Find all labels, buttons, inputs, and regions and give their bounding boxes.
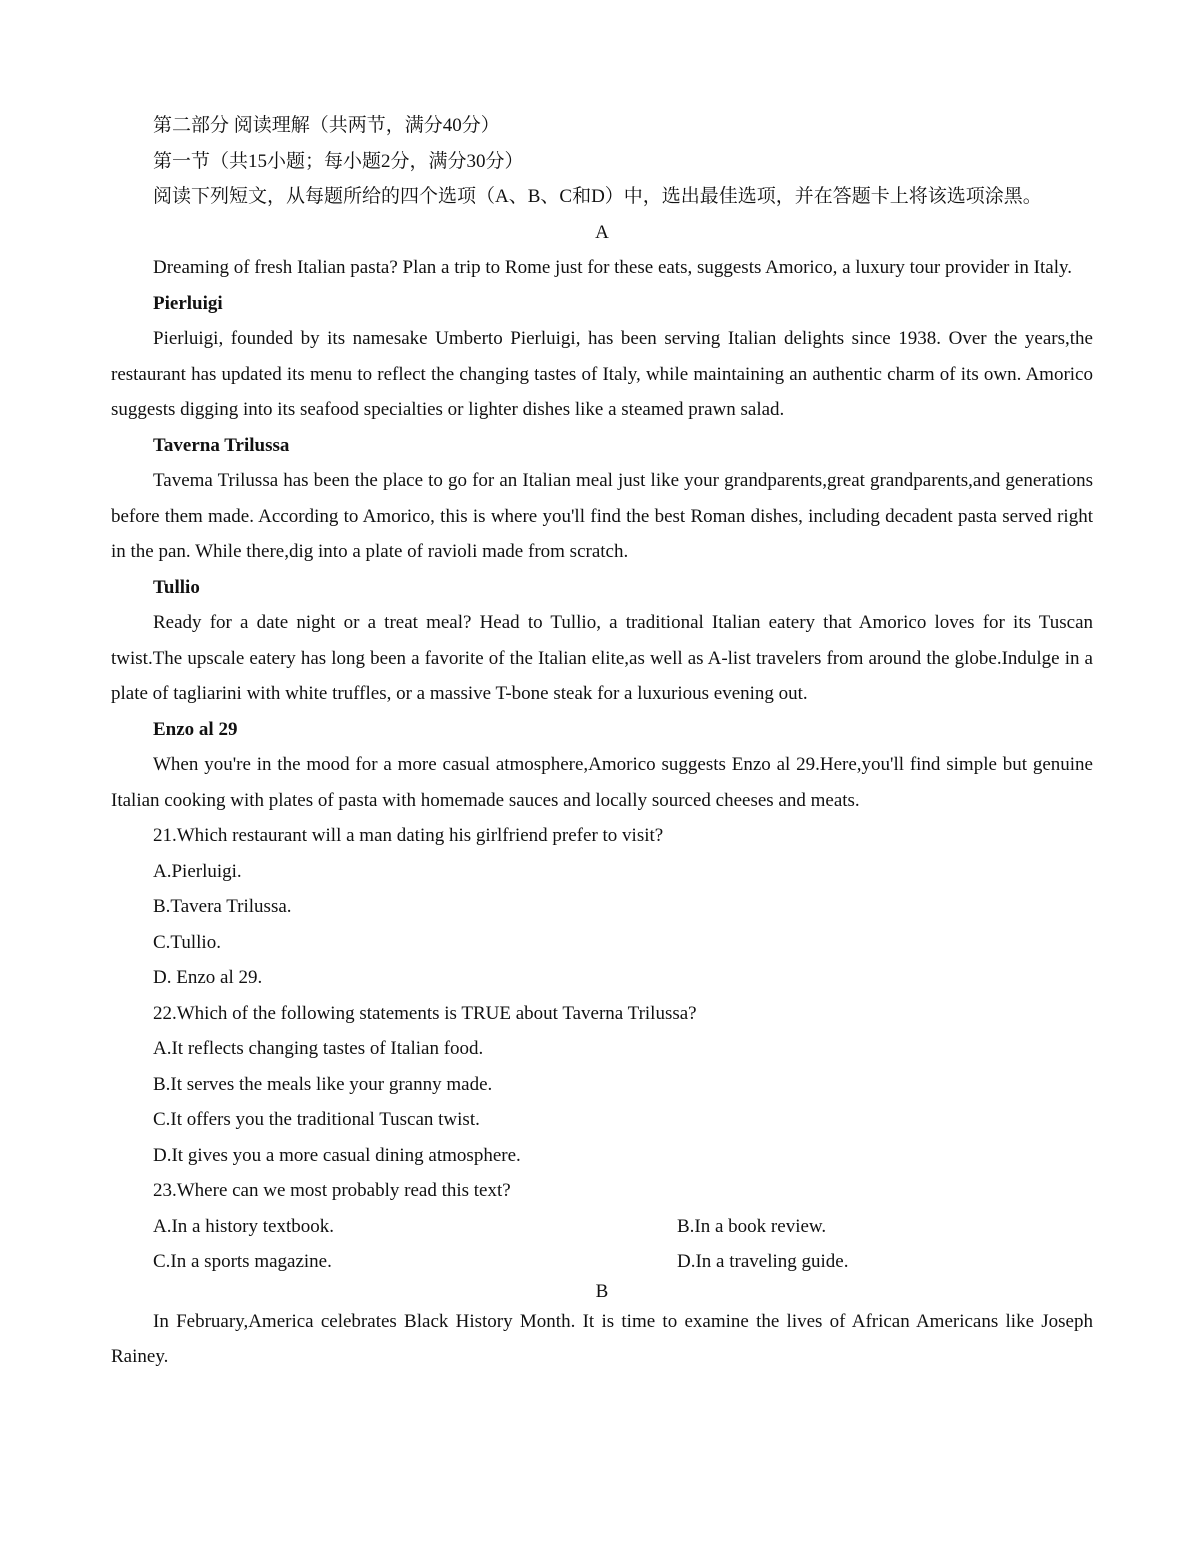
question-21-option-d: D. Enzo al 29.	[153, 967, 263, 988]
restaurant-text-enzo: When you're in the mood for a more casual atmosphere,Amorico suggests Enzo al 29.Here,you'll find simple but genuine Italian cooking with plates of pasta with homemade sauces and locally sourced cheeses and meats.	[111, 754, 1093, 811]
question-23-option-c: C.In a sports magazine.	[153, 1251, 332, 1272]
passage-b-intro: In February,America celebrates Black History Month. It is time to examine the lives of African Americans like Joseph Rainey.	[111, 1310, 1093, 1367]
restaurant-text-taverna-trilussa: Tavema Trilussa has been the place to go for an Italian meal just like your grandparents,great grandparents,and generations before them made. According to Amorico, this is where you'll find the best Roman dishes, including decadent pasta served right in the pan. While there,dig into a plate of ravioli made from scratch.	[111, 470, 1093, 562]
question-22-option-c: C.It offers you the traditional Tuscan twist.	[153, 1109, 480, 1130]
restaurant-heading-tullio: Tullio	[153, 576, 200, 598]
question-21-option-b: B.Tavera Trilussa.	[153, 896, 292, 917]
question-23-options-row-2	[111, 1244, 1093, 1280]
question-23-option-a: A.In a history textbook.	[153, 1215, 335, 1237]
restaurant-heading-enzo: Enzo al 29	[153, 718, 238, 740]
question-22-option-b: B.It serves the meals like your granny made.	[153, 1073, 493, 1095]
restaurant-text-tullio: Ready for a date night or a treat meal? Head to Tullio, a traditional Italian eatery that Amorico loves for its Tuscan twist.The upscale eatery has long been a favorite of the Italian elite,as well as A-list travelers from around the globe.Indulge in a plate of tagliarini with white truffles, or a massive T-bone steak for a luxurious evening out.	[111, 612, 1093, 704]
question-22-option-d: D.It gives you a more casual dining atmosphere.	[153, 1144, 521, 1166]
question-21-option-a: A.Pierluigi.	[153, 860, 242, 882]
question-23-option-d: D.In a traveling guide.	[677, 1251, 849, 1272]
restaurant-heading-taverna-trilussa: Taverna Trilussa	[153, 434, 290, 456]
question-22-stem: 22.Which of the following statements is TRUE about Taverna Trilussa?	[153, 1002, 697, 1024]
question-22-option-a: A.It reflects changing tastes of Italian food.	[153, 1038, 484, 1059]
passage-b-label: B	[595, 1280, 609, 1302]
part-title: 第二部分 阅读理解（共两节，满分40分）	[153, 115, 500, 136]
question-21-option-c: C.Tullio.	[153, 931, 221, 953]
question-23-options-row-1	[111, 1209, 1093, 1245]
question-23-option-b: B.In a book review.	[677, 1215, 827, 1237]
question-23-stem: 23.Where can we most probably read this text?	[153, 1180, 511, 1201]
instructions: 阅读下列短文，从每题所给的四个选项（A、B、C和D）中，选出最佳选项，并在答题卡上将该选项涂黑。	[153, 186, 1042, 207]
passage-a-label: A	[595, 221, 609, 243]
restaurant-heading-pierluigi: Pierluigi	[153, 292, 223, 314]
restaurant-text-pierluigi: Pierluigi, founded by its namesake Umberto Pierluigi, has been serving Italian delights since 1938. Over the years,the restaurant has updated its menu to reflect the changing tastes of Italy, while maintaining an authentic charm of its own. Amorico suggests digging into its seafood specialties or lighter dishes like a steamed prawn salad.	[111, 328, 1093, 420]
passage-a-intro: Dreaming of fresh Italian pasta? Plan a trip to Rome just for these eats, suggests Amorico, a luxury tour provider in Italy.	[153, 257, 1072, 278]
section-title: 第一节（共15小题；每小题2分，满分30分）	[153, 150, 524, 172]
exam-page	[111, 108, 1093, 1375]
question-21-stem: 21.Which restaurant will a man dating his girlfriend prefer to visit?	[153, 825, 664, 846]
